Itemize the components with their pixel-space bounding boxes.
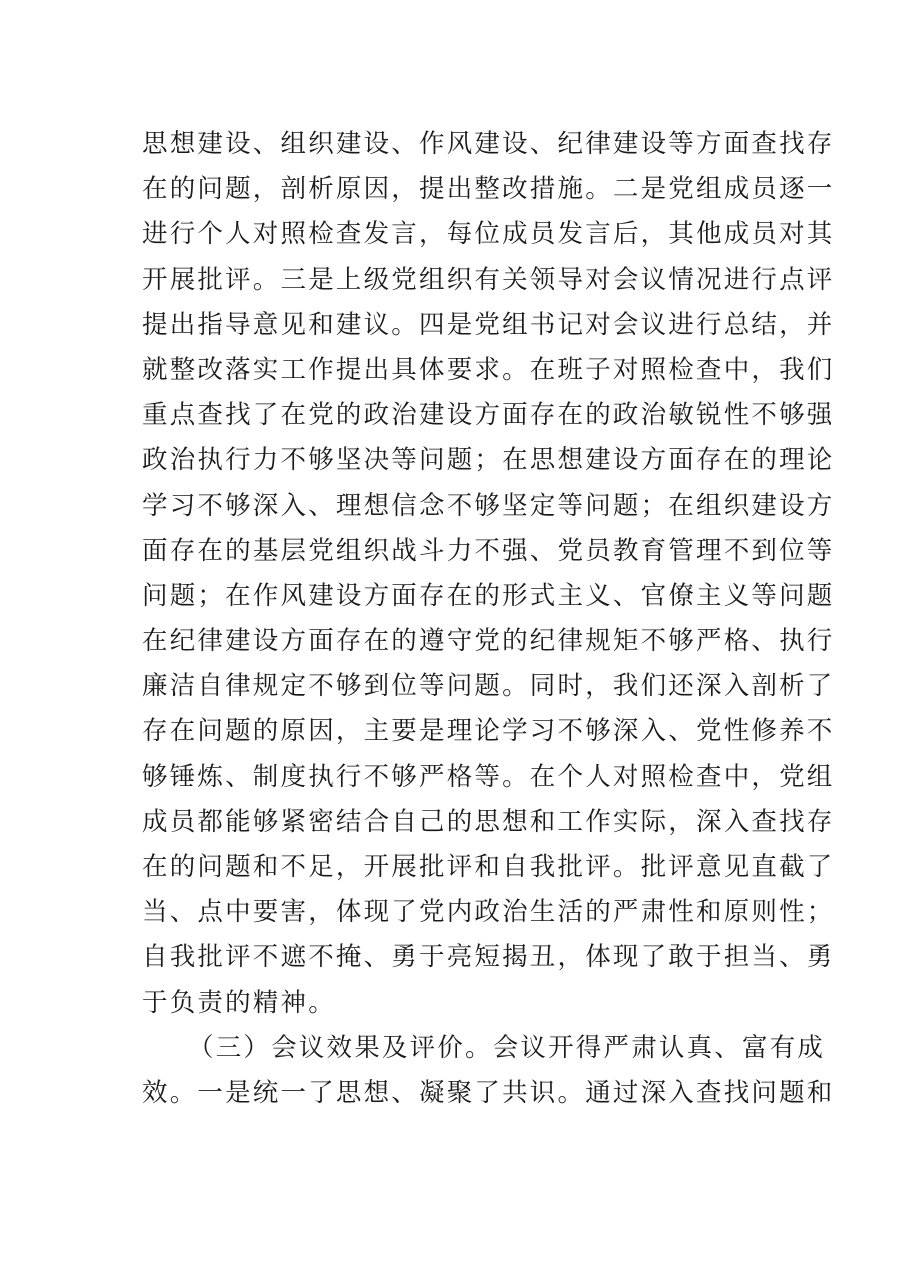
text-line: 就整改落实工作提出具体要求。在班子对照检查中，我们 [142, 354, 835, 385]
text-line-paragraph-end: 于负责的精神。 [142, 987, 336, 1018]
text-line: 当、点中要害，体现了党内政治生活的严肃性和原则性； [142, 897, 835, 928]
text-line: 效。一是统一了思想、凝聚了共识。通过深入查找问题和 [142, 1077, 835, 1108]
text-line: 够锤炼、制度执行不够严格等。在个人对照检查中，党组 [142, 761, 835, 792]
text-line: 在的问题，剖析原因，提出整改措施。二是党组成员逐一 [142, 174, 835, 205]
text-line: 开展批评。三是上级党组织有关领导对会议情况进行点评 [142, 264, 835, 295]
text-line: 在的问题和不足，开展批评和自我批评。批评意见直截了 [142, 852, 835, 882]
text-line: 在纪律建设方面存在的遵守党的纪律规矩不够严格、执行 [142, 626, 835, 657]
text-line: 成员都能够紧密结合自己的思想和工作实际，深入查找存 [142, 806, 835, 837]
text-line: 政治执行力不够坚决等问题；在思想建设方面存在的理论 [142, 445, 835, 476]
text-line: 廉洁自律规定不够到位等问题。同时，我们还深入剖析了 [142, 671, 835, 702]
text-line: 学习不够深入、理想信念不够坚定等问题；在组织建设方 [142, 490, 835, 521]
body-text [142, 122, 835, 1116]
text-line: 重点查找了在党的政治建设方面存在的政治敏锐性不够强 [142, 400, 835, 431]
text-line: 自我批评不遮不掩、勇于亮短揭丑，体现了敢于担当、勇 [142, 942, 835, 973]
text-line: 问题；在作风建设方面存在的形式主义、官僚主义等问题 [142, 580, 835, 611]
text-line: 提出指导意见和建议。四是党组书记对会议进行总结，并 [142, 309, 835, 340]
text-line: 思想建设、组织建设、作风建设、纪律建设等方面查找存 [142, 129, 835, 159]
section-heading-line: （三）会议效果及评价。会议开得严肃认真、富有成 [188, 1032, 826, 1063]
text-line: 面存在的基层党组织战斗力不强、党员教育管理不到位等 [142, 535, 835, 566]
text-line: 进行个人对照检查发言，每位成员发言后，其他成员对其 [142, 219, 835, 250]
text-line: 存在问题的原因，主要是理论学习不够深入、党性修养不 [142, 716, 835, 747]
